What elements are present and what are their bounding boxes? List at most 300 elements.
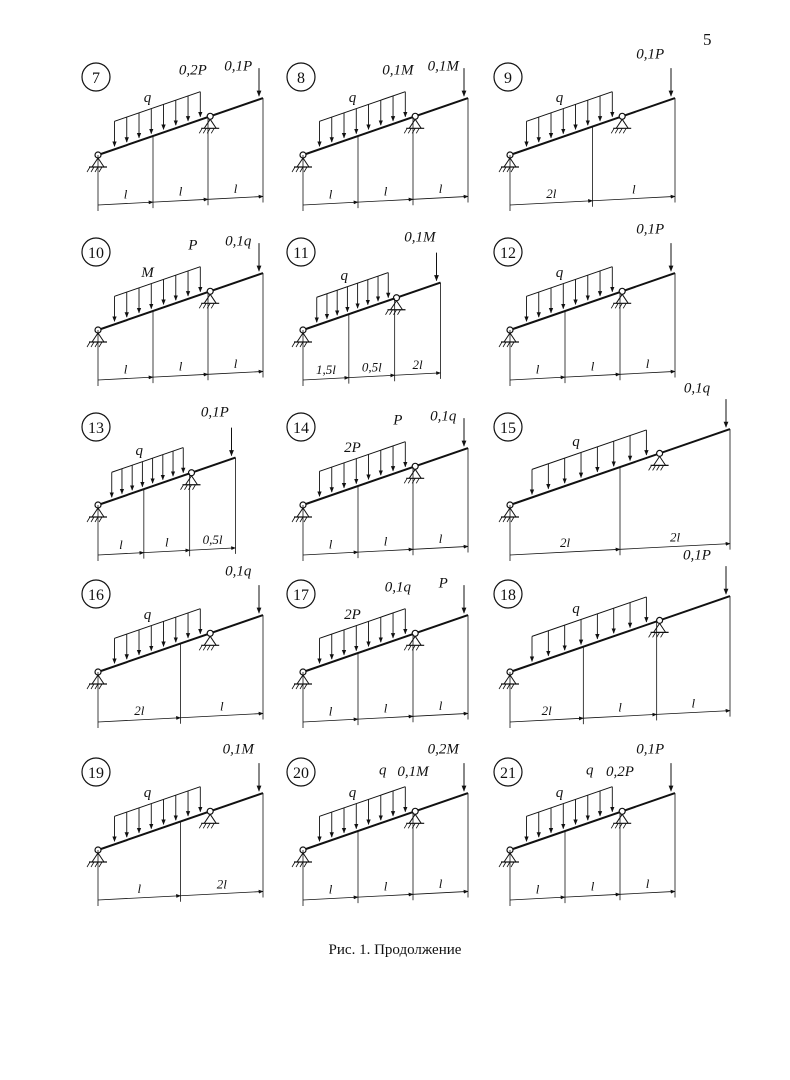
ground-hatch xyxy=(623,303,626,308)
ground-hatch xyxy=(99,167,102,172)
ground-hatch xyxy=(653,465,656,470)
ground-hatch xyxy=(203,303,206,308)
ground-hatch xyxy=(503,684,506,689)
support-link xyxy=(210,119,216,128)
ground-hatch xyxy=(300,342,303,347)
load-label: q xyxy=(143,784,152,801)
support-link xyxy=(303,508,309,517)
panel-7 xyxy=(82,59,263,211)
ground-hatch xyxy=(661,465,664,470)
left-support xyxy=(292,152,312,172)
dimension-label: l xyxy=(383,183,388,199)
ground-hatch xyxy=(87,167,90,172)
dimension-label: l xyxy=(631,181,636,197)
beam xyxy=(303,283,441,330)
ground-hatch xyxy=(304,167,307,172)
dimension-line xyxy=(413,196,468,199)
dimension-line xyxy=(303,202,358,205)
support-link xyxy=(622,294,628,303)
dimension-label: l xyxy=(645,355,650,371)
ground-hatch xyxy=(296,684,299,689)
load-label: 0,1q xyxy=(683,380,711,397)
load-label: 0,1P xyxy=(683,547,711,564)
panel-17 xyxy=(287,576,468,728)
support-link xyxy=(92,675,98,684)
support-link xyxy=(616,119,622,128)
dimension-label: l xyxy=(233,355,238,371)
ground-hatch xyxy=(207,823,210,828)
ground-hatch xyxy=(193,485,196,490)
support-link xyxy=(391,301,397,310)
support-link xyxy=(204,119,210,128)
dimension-line xyxy=(395,373,441,375)
load-label: q xyxy=(143,606,152,623)
ground-hatch xyxy=(300,684,303,689)
hinge xyxy=(619,113,625,119)
ground-hatch xyxy=(511,862,514,867)
dimension-line xyxy=(208,196,263,199)
support-link xyxy=(303,333,309,342)
right-support xyxy=(386,295,406,315)
support-link xyxy=(192,476,198,485)
dimension-label: 0,5l xyxy=(361,359,382,375)
right-support xyxy=(649,450,669,470)
ground-hatch xyxy=(507,167,510,172)
left-support xyxy=(292,669,312,689)
load-label: q xyxy=(348,89,357,106)
dimension-label: l xyxy=(383,878,388,894)
ground-hatch xyxy=(95,342,98,347)
ground-hatch xyxy=(511,517,514,522)
dimension-label: l xyxy=(233,180,238,196)
ground-hatch xyxy=(503,167,506,172)
load-top-line xyxy=(320,439,406,472)
ground-hatch xyxy=(300,862,303,867)
support-link xyxy=(98,853,104,862)
ground-hatch xyxy=(661,632,664,637)
dimension-line xyxy=(349,375,395,377)
dimension-line xyxy=(657,711,730,715)
ground-hatch xyxy=(404,823,407,828)
ground-hatch xyxy=(499,517,502,522)
ground-hatch xyxy=(95,167,98,172)
ground-hatch xyxy=(300,517,303,522)
ground-hatch xyxy=(615,823,618,828)
support-link xyxy=(297,853,303,862)
dimension-label: 2l xyxy=(559,535,571,551)
load-top-line xyxy=(115,606,201,639)
support-link xyxy=(409,469,415,478)
support-link xyxy=(616,294,622,303)
dimension-line xyxy=(510,718,583,722)
load-label: M xyxy=(141,264,154,281)
support-link xyxy=(297,333,303,342)
ground-hatch xyxy=(304,517,307,522)
panel-9 xyxy=(494,47,675,211)
support-link xyxy=(622,814,628,823)
ground-hatch xyxy=(511,684,514,689)
ground-hatch xyxy=(390,310,393,315)
dimension-line xyxy=(144,550,190,552)
load-label: 0,1P xyxy=(636,221,665,238)
ground-hatch xyxy=(292,167,295,172)
load-label: q xyxy=(555,89,564,106)
load-label: 0,2P xyxy=(606,764,634,781)
ground-hatch xyxy=(199,823,202,828)
ground-hatch xyxy=(91,167,94,172)
support-link xyxy=(210,636,216,645)
dimension-label: l xyxy=(328,536,333,552)
panel-number: 12 xyxy=(500,245,516,262)
left-support xyxy=(292,847,312,867)
support-link xyxy=(504,333,510,342)
panel-number: 16 xyxy=(88,587,104,604)
load-label: 0,1P xyxy=(224,58,253,75)
beam xyxy=(98,273,263,330)
beam xyxy=(303,615,468,672)
load-label: 0,2M xyxy=(427,741,459,758)
ground-hatch xyxy=(292,342,295,347)
dimension-line xyxy=(358,716,413,719)
support-link xyxy=(510,508,516,517)
dimension-line xyxy=(98,377,153,380)
support-link xyxy=(616,814,622,823)
panel-19 xyxy=(82,742,263,906)
ground-hatch xyxy=(649,632,652,637)
dimension-label: l xyxy=(137,880,142,896)
left-support xyxy=(87,669,107,689)
dimension-line xyxy=(358,894,413,897)
right-support xyxy=(404,113,424,133)
ground-hatch xyxy=(91,684,94,689)
dimension-line xyxy=(303,552,358,555)
dimension-label: l xyxy=(219,698,224,714)
dimension-label: l xyxy=(535,361,540,377)
ground-hatch xyxy=(199,303,202,308)
dimension-label: l xyxy=(535,881,540,897)
ground-hatch xyxy=(404,478,407,483)
ground-hatch xyxy=(211,823,214,828)
dimension-line xyxy=(510,897,565,900)
panel-13 xyxy=(82,405,236,561)
ground-hatch xyxy=(511,342,514,347)
support-link xyxy=(204,294,210,303)
load-label: 0,1M xyxy=(382,62,414,79)
dimension-label: l xyxy=(123,186,128,202)
ground-hatch xyxy=(507,342,510,347)
ground-hatch xyxy=(611,303,614,308)
dimension-line xyxy=(593,196,676,200)
dimension-line xyxy=(583,714,656,718)
load-label: P xyxy=(438,575,448,592)
panel-12 xyxy=(494,222,675,386)
support-link xyxy=(297,508,303,517)
dimension-line xyxy=(303,378,349,380)
ground-hatch xyxy=(199,128,202,133)
dimension-line xyxy=(98,718,181,722)
support-link xyxy=(92,853,98,862)
load-label: q xyxy=(572,434,580,451)
ground-hatch xyxy=(404,645,407,650)
support-link xyxy=(504,675,510,684)
load-label: q xyxy=(572,601,580,618)
dimension-label: l xyxy=(691,695,696,711)
panel-15 xyxy=(494,380,730,564)
ground-hatch xyxy=(203,645,206,650)
support-link xyxy=(186,476,192,485)
load-label: 0,1q xyxy=(225,563,252,580)
left-support xyxy=(87,847,107,867)
ground-hatch xyxy=(211,128,214,133)
support-link xyxy=(210,294,216,303)
left-support xyxy=(499,669,519,689)
beam xyxy=(98,458,236,505)
support-link xyxy=(510,675,516,684)
dimension-label: l xyxy=(383,533,388,549)
dimension-line xyxy=(413,891,468,894)
dimension-label: l xyxy=(178,183,183,199)
dimension-line xyxy=(620,544,730,550)
load-label: 0,1P xyxy=(636,741,665,758)
dimension-line xyxy=(413,713,468,716)
panel-number: 19 xyxy=(88,765,104,782)
dimension-label: l xyxy=(164,534,169,550)
panel-number: 11 xyxy=(293,245,309,262)
ground-hatch xyxy=(296,517,299,522)
load-top-line xyxy=(320,89,406,122)
support-link xyxy=(415,119,421,128)
ground-hatch xyxy=(95,684,98,689)
load-label: q xyxy=(340,267,348,284)
right-support xyxy=(611,808,631,828)
ground-hatch xyxy=(623,128,626,133)
figure-caption: Рис. 1. Продолжение xyxy=(328,942,462,958)
ground-hatch xyxy=(304,862,307,867)
dimension-line xyxy=(181,713,264,717)
left-support xyxy=(87,327,107,347)
ground-hatch xyxy=(91,517,94,522)
dimension-line xyxy=(358,549,413,552)
support-link xyxy=(92,158,98,167)
ground-hatch xyxy=(507,684,510,689)
ground-hatch xyxy=(499,862,502,867)
support-link xyxy=(210,814,216,823)
panel-20 xyxy=(287,742,468,906)
ground-hatch xyxy=(611,823,614,828)
right-support xyxy=(181,470,201,490)
load-label: 0,1q xyxy=(430,408,457,425)
ground-hatch xyxy=(181,485,184,490)
dimension-label: l xyxy=(383,700,388,716)
load-label: q xyxy=(135,442,143,459)
dimension-line xyxy=(510,377,565,380)
dimension-label: l xyxy=(438,697,443,713)
left-support xyxy=(499,152,519,172)
dimension-line xyxy=(190,548,236,550)
dimension-label: l xyxy=(590,878,595,894)
beam xyxy=(510,596,730,672)
dimension-label: l xyxy=(178,358,183,374)
support-link xyxy=(409,636,415,645)
dimension-label: l xyxy=(328,186,333,202)
ground-hatch xyxy=(404,128,407,133)
panel-number: 21 xyxy=(500,765,516,782)
panel-18 xyxy=(494,547,730,728)
ground-hatch xyxy=(416,823,419,828)
support-link xyxy=(98,675,104,684)
support-link xyxy=(504,508,510,517)
ground-hatch xyxy=(657,465,660,470)
dimension-line xyxy=(358,199,413,202)
panel-number: 17 xyxy=(293,587,309,604)
ground-hatch xyxy=(398,310,401,315)
beam xyxy=(303,448,468,505)
ground-hatch xyxy=(416,128,419,133)
ground-hatch xyxy=(99,342,102,347)
support-link xyxy=(409,814,415,823)
dimension-label: 2l xyxy=(412,357,423,373)
ground-hatch xyxy=(99,862,102,867)
panel-14 xyxy=(287,409,468,561)
support-link xyxy=(303,675,309,684)
load-top-line xyxy=(320,784,406,817)
support-link xyxy=(415,636,421,645)
ground-hatch xyxy=(292,862,295,867)
right-support xyxy=(404,463,424,483)
ground-hatch xyxy=(386,310,389,315)
support-link xyxy=(622,119,628,128)
dimension-label: l xyxy=(328,881,333,897)
left-support xyxy=(87,152,107,172)
support-link xyxy=(415,469,421,478)
ground-hatch xyxy=(211,645,214,650)
load-label: P xyxy=(393,412,403,429)
left-support xyxy=(499,847,519,867)
panel-number: 15 xyxy=(500,420,516,437)
load-label: P xyxy=(188,237,198,254)
panel-number: 20 xyxy=(293,765,309,782)
ground-hatch xyxy=(408,823,411,828)
right-support xyxy=(199,630,219,650)
dimension-label: l xyxy=(590,358,595,374)
ground-hatch xyxy=(99,684,102,689)
dimension-label: 2l xyxy=(669,529,681,545)
ground-hatch xyxy=(300,167,303,172)
ground-hatch xyxy=(623,823,626,828)
dimension-label: 2l xyxy=(134,702,145,718)
dimension-line xyxy=(620,371,675,374)
dimension-line xyxy=(153,199,208,202)
panel-16 xyxy=(82,564,263,728)
beam xyxy=(303,98,468,155)
ground-hatch xyxy=(87,684,90,689)
beam xyxy=(510,273,675,330)
load-label: 0,1q xyxy=(384,579,411,596)
ground-hatch xyxy=(203,128,206,133)
load-top-line xyxy=(115,264,201,297)
load-label: q xyxy=(143,89,152,106)
load-label: q xyxy=(379,762,387,779)
dimension-label: 2l xyxy=(546,185,557,201)
ground-hatch xyxy=(503,517,506,522)
ground-hatch xyxy=(507,862,510,867)
hinge xyxy=(207,808,213,814)
right-support xyxy=(404,808,424,828)
dimension-line xyxy=(181,891,264,895)
dimension-line xyxy=(565,894,620,897)
support-link xyxy=(510,333,516,342)
ground-hatch xyxy=(296,862,299,867)
ground-hatch xyxy=(499,342,502,347)
ground-hatch xyxy=(416,478,419,483)
ground-hatch xyxy=(304,342,307,347)
ground-hatch xyxy=(211,303,214,308)
support-link xyxy=(303,158,309,167)
ground-hatch xyxy=(95,517,98,522)
load-label: 0,1M xyxy=(397,764,429,781)
dimension-line xyxy=(413,546,468,549)
load-label: 2P xyxy=(344,439,361,456)
support-link xyxy=(504,158,510,167)
support-link xyxy=(204,814,210,823)
ground-hatch xyxy=(304,684,307,689)
ground-hatch xyxy=(611,128,614,133)
right-support xyxy=(611,113,631,133)
dimension-line xyxy=(510,549,620,555)
load-label: q xyxy=(555,784,564,801)
dimension-label: l xyxy=(328,703,333,719)
panel-10 xyxy=(82,234,263,386)
ground-hatch xyxy=(203,823,206,828)
panel-number: 18 xyxy=(500,587,516,604)
ground-hatch xyxy=(503,342,506,347)
dimension-label: 0,5l xyxy=(202,532,223,548)
ground-hatch xyxy=(296,342,299,347)
ground-hatch xyxy=(91,342,94,347)
right-support xyxy=(199,113,219,133)
load-top-line xyxy=(320,606,406,639)
ground-hatch xyxy=(503,862,506,867)
page-number: 5 xyxy=(703,30,712,49)
load-label: 0,2P xyxy=(178,62,207,79)
load-label: 0,1M xyxy=(427,58,459,75)
support-link xyxy=(98,508,104,517)
load-top-line xyxy=(317,273,389,298)
right-support xyxy=(199,808,219,828)
load-top-line xyxy=(115,89,201,122)
support-link xyxy=(510,853,516,862)
left-support xyxy=(292,327,312,347)
ground-hatch xyxy=(615,303,618,308)
load-top-line xyxy=(527,264,613,297)
dimension-label: l xyxy=(438,875,443,891)
support-link xyxy=(98,333,104,342)
dimension-line xyxy=(565,374,620,377)
dimension-label: l xyxy=(119,536,123,552)
panel-number: 7 xyxy=(92,70,100,87)
panel-8 xyxy=(287,59,468,211)
ground-hatch xyxy=(207,645,210,650)
ground-hatch xyxy=(416,645,419,650)
ground-hatch xyxy=(199,645,202,650)
dimension-line xyxy=(98,202,153,205)
dimension-line xyxy=(510,201,593,205)
support-link xyxy=(504,853,510,862)
ground-hatch xyxy=(653,632,656,637)
dimension-line xyxy=(303,719,358,722)
hinge xyxy=(657,450,663,456)
dimension-label: l xyxy=(618,699,622,715)
